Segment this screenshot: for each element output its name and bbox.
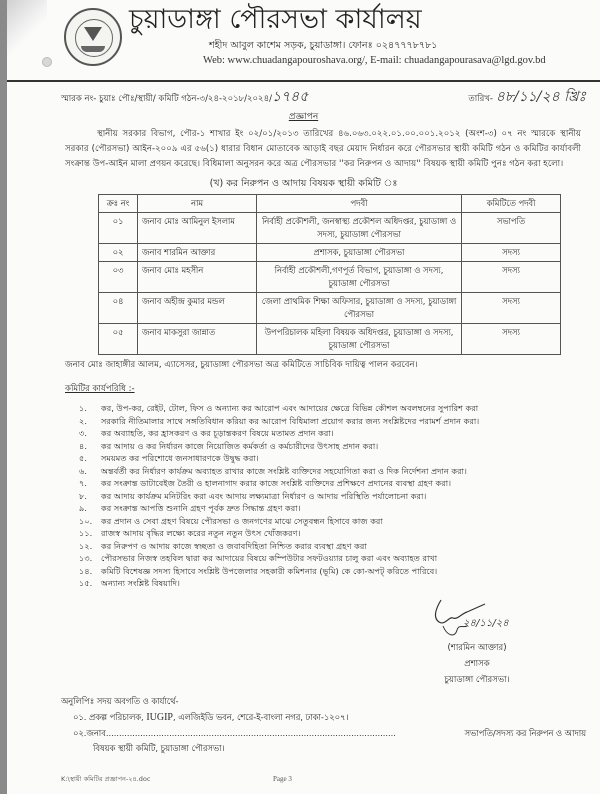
cell-serial: ০৪ bbox=[99, 293, 138, 324]
document-page bbox=[7, 0, 600, 794]
list-item: ১১. রাজস্ব আদায় বৃদ্ধির লক্ষ্যে করের নতুন নতুন উৎস খোঁজকরণ। bbox=[79, 528, 301, 538]
notice-body-text: স্থানীয় সরকার বিভাগ, পৌর-১ শাখার ইং ০২/০১/২০১৩ তারিখের ৪৬.০৬৩.০২২.০১.০০.০০১.২০১২ (অংশ-৩) ০৭ নং স্মারকে স্থানীয় সরকার (পৌরসভা) আইন-২০০৯ এর ৫৬(১) ধারার বিধান মোতাবেক আড়াই বছর মেয়াদ নির্ধারন করে পৌরসভার স্থায়ী কমিটি গঠন ও কমিটির কার্যাবলী সংক্রান্ত উপ-আইন মালা প্রণয়ন করেছে। বিধিমালা অনুসরন করে অত্র পৌরসভার ''কর নিরুপন ও আদায়'' বিষয়ক স্থায়ী কমিটি পুনঃ গঠন করা হলো। bbox=[65, 129, 581, 169]
letterhead-web-email: Web: www.chuadangapouroshava.org/, E-mail: chuadangapourasava@lgd.gov.bd bbox=[203, 55, 546, 66]
committee-table bbox=[98, 194, 561, 355]
cell-designation: জেলা প্রাথমিক শিক্ষা অফিসার, চুয়াডাঙ্গা ও সদস্য, চুয়াডাঙ্গা পৌরসভা bbox=[257, 293, 462, 324]
cell-role: সদস্য bbox=[462, 244, 561, 262]
list-item: ৭. কর সংক্রান্ত ডাটাবেইজ তৈরী ও হালনাগাদ করার কাজে সংশ্লিষ্ট ব্যক্তিদের প্রশিক্ষণে প্রদানের ব্যবস্থা গ্রহণ করা। bbox=[79, 478, 452, 488]
letterhead-title: চুয়াডাঙ্গা পৌরসভা কার্যালয় bbox=[129, 4, 422, 35]
signature-block bbox=[417, 596, 537, 688]
footer bbox=[61, 774, 600, 784]
letterhead-address: শহীদ আবুল কাশেম সড়ক, চুয়াডাঙ্গা। ফোনঃ ০২৪৭৭৭৮৭৮১ bbox=[209, 40, 438, 51]
list-item: ১. কর, উপ-কর, রেইট, টোল, ফিস ও অন্যান্য কর আরোপ এবং আদায়ের ক্ষেত্রে বিভিন্ন কৌশল অবলম্বনের সুপারিশ করা bbox=[79, 403, 479, 413]
memo-date bbox=[468, 88, 586, 108]
table-row bbox=[99, 324, 561, 355]
cell-serial: ০১ bbox=[99, 213, 138, 244]
signatory-name: (শারমিন আক্তার) bbox=[447, 642, 507, 653]
footer-page-number: Page 3 bbox=[273, 774, 292, 783]
list-item: ১৫. অন্যান্য সংশ্লিষ্ট বিষয়াদি। bbox=[79, 578, 180, 588]
copy-to-title: অনুলিপিঃ সদয় অবগতি ও কার্যার্থে- bbox=[61, 695, 179, 706]
cell-role: সদস্য bbox=[462, 293, 561, 324]
memo-label: স্মারক নং- চুয়াঃ পৌঃ/স্থায়ী/ কমিটি গঠন-৩/২৪-২০১৮/২০২৪/ bbox=[61, 94, 272, 104]
col-header-designation: পদবী bbox=[257, 195, 462, 213]
duties-title: কমিটির কার্যপরিধি :- bbox=[65, 384, 135, 394]
list-item: ৪. কর আদায় ও কর নির্ধারন কাজে নিয়োজিত কর্মকর্তা ও কর্মচারীদের উৎসাহ প্রদান করা। bbox=[79, 440, 379, 451]
cell-role: সভাপতি bbox=[462, 213, 561, 244]
memo-handwritten-number: ১৭৪৫ bbox=[271, 89, 309, 105]
table-row bbox=[99, 293, 561, 324]
list-item: ২. সরকারি নীতিমালার সাথে সঙ্গতিবিধান করিয়া কর আরোপ বিধিমালা প্রয়োগ করার জন্য সংশ্লিষ্টদের পরামর্শ প্রদান করা। bbox=[79, 415, 480, 426]
table-header-row bbox=[99, 195, 561, 213]
cell-name: জনাব মোঃ আমিনুল ইসলাম bbox=[138, 213, 257, 244]
cell-name: জনাব মোঃ মহসীন bbox=[138, 262, 257, 293]
col-header-serial: ক্রঃ নং bbox=[99, 195, 138, 213]
list-item: ৫. সময়মত কর পরিশোধে জনসাধারণকে উদ্বুদ্ধ করা। bbox=[79, 453, 259, 463]
cell-designation: প্রশাসক, চুয়াডাঙ্গা পৌরসভা bbox=[257, 244, 462, 262]
date-handwritten: ৪৮/১১/২৪ খ্রিঃ bbox=[495, 89, 586, 105]
signature-date: ২৪/১১/২৪ bbox=[463, 617, 509, 629]
list-item: ৩. কর অব্যাহতি, কর হ্রাসকরণ ও কর চূড়ান্তকরণ বিষয়ে মতামত প্রদান করা। bbox=[79, 428, 334, 438]
signatory-title: প্রশাসক bbox=[464, 658, 490, 669]
copy-item-2-line2: বিষয়ক স্থায়ী কমিটি, চুয়াডাঙ্গা পৌরসভা। bbox=[93, 742, 225, 753]
cell-designation: নির্বাহী প্রকৌশলী,গণপূর্ত বিভাগ, চুয়াডাঙ্গা ও সদস্য, চুয়াডাঙ্গা পৌরসভা bbox=[257, 262, 462, 293]
cell-name: জনাব অহীন্দ্র কুমার মন্ডল bbox=[138, 293, 257, 324]
cell-serial: ০৫ bbox=[99, 324, 138, 355]
reference-row bbox=[7, 82, 600, 108]
notice-body bbox=[65, 127, 581, 172]
signatory-org: চুয়াডাঙ্গা পৌরসভা। bbox=[444, 674, 510, 685]
copy-item-2: ০২.জনাব .............................................................................................................. সভাপতি/সদস্য কর নিরুপন ও আদায় bbox=[73, 727, 586, 738]
municipality-seal-logo bbox=[64, 8, 122, 66]
col-header-name: নাম bbox=[138, 195, 257, 213]
memo-number bbox=[61, 88, 308, 108]
list-item: ৮. কর আদায় কার্যক্রম মনিটরিং করা এবং আদায় লক্ষ্যমাত্রা নির্ধারণ ও আদায় পরিস্থিতি পর্যালোচনা করা। bbox=[79, 490, 427, 501]
cell-serial: ০৩ bbox=[99, 262, 138, 293]
cell-role: সদস্য bbox=[462, 324, 561, 355]
table-row bbox=[99, 213, 561, 244]
table-row bbox=[99, 244, 561, 262]
cell-designation: নির্বাহী প্রকৌশলী, জনস্বাস্থ্য প্রকৌশল অধিদপ্তর, চুয়াডাঙ্গা ও সদস্য, চুয়াডাঙ্গা পৌরসভা bbox=[257, 213, 462, 244]
cell-serial: ০২ bbox=[99, 244, 138, 262]
footer-file-path: K:\স্থায়ী কমিটির প্রজ্ঞাপন-২৪.doc bbox=[61, 774, 151, 783]
duties-list bbox=[79, 402, 586, 590]
list-item: ১৩. পৌরসভার নিজস্ব তহবিল দ্বারা কর আদায়ের বিষয়ে কম্পিউটার সফটওয়্যার চালু করা এবং অব্যাহত রাখা bbox=[79, 553, 438, 563]
list-item: ১৪. কমিটি বিশেষজ্ঞ সদস্য হিসাবে সংশ্লিষ্ট উপজেলার সহকারী কমিশনার (ভূমি) কে কো-অপট্ করিতে পারিবে। bbox=[79, 565, 438, 576]
committee-heading: (খ) কর নিরুপন ও আদায় বিষয়ক স্থায়ী কমিটি ঃ bbox=[209, 178, 398, 189]
cell-name: জনাব মাকসুরা জান্নাত bbox=[138, 324, 257, 355]
list-item: ১২. কর নিরুপণ ও আদায় কাজে স্বচ্ছতা ও জবাবদিহিতা নিশ্চিত করার ব্যবস্থা গ্রহণ করা bbox=[79, 540, 367, 551]
cell-role: সদস্য bbox=[462, 262, 561, 293]
handwritten-signature bbox=[427, 596, 509, 640]
cell-name: জনাব শারমিন আক্তার bbox=[138, 244, 257, 262]
cell-designation: উপপরিচালক মহিলা বিষয়ক অধিদপ্তর, চুয়াডাঙ্গা ও সদস্য, চুয়াডাঙ্গা পৌরসভা bbox=[257, 324, 462, 355]
table-row bbox=[99, 262, 561, 293]
col-header-committee-role: কমিটিতে পদবী bbox=[462, 195, 561, 213]
notice-heading: প্রজ্ঞাপন bbox=[288, 112, 319, 122]
date-label: তারিখ- bbox=[468, 94, 493, 104]
letterhead-text bbox=[129, 2, 592, 68]
list-item: ১০. কর প্রদান ও সেবা গ্রহণ বিষয়ে পৌরসভা ও জনগণের মাঝে সেতুবন্ধন হিসাবে কাজ করা bbox=[79, 515, 383, 526]
secretary-note: জনাব মোঃ জাহাঙ্গীর আলম, এ্যাসেসর, চুয়াডাঙ্গা পৌরসভা অত্র কমিটিতে সাচিবিক দায়িত্ব পালন করবেন। bbox=[65, 360, 418, 370]
list-item: ৯. কর সংক্রান্ত আপত্তি শুনানি গ্রহণ পূর্বক দ্রুত সিদ্ধান্ত গ্রহণ করা। bbox=[79, 503, 301, 513]
list-item: ৬. অন্তর্বর্তী কর নির্ধারণ কার্যক্রম অব্যাহত রাখার কাজে সংশ্লিষ্ট ব্যক্তিদের সহযোগিতা করা ও দিক নির্দেশনা প্রদান করা। bbox=[79, 465, 467, 476]
letterhead bbox=[7, 0, 600, 80]
copy-item-1: ০১. প্রকল্প পরিচালক, IUGIP, এলজিইডি ভবন, শেরে-ই-বাংলা নগর, ঢাকা-১২০৭। bbox=[73, 711, 349, 723]
